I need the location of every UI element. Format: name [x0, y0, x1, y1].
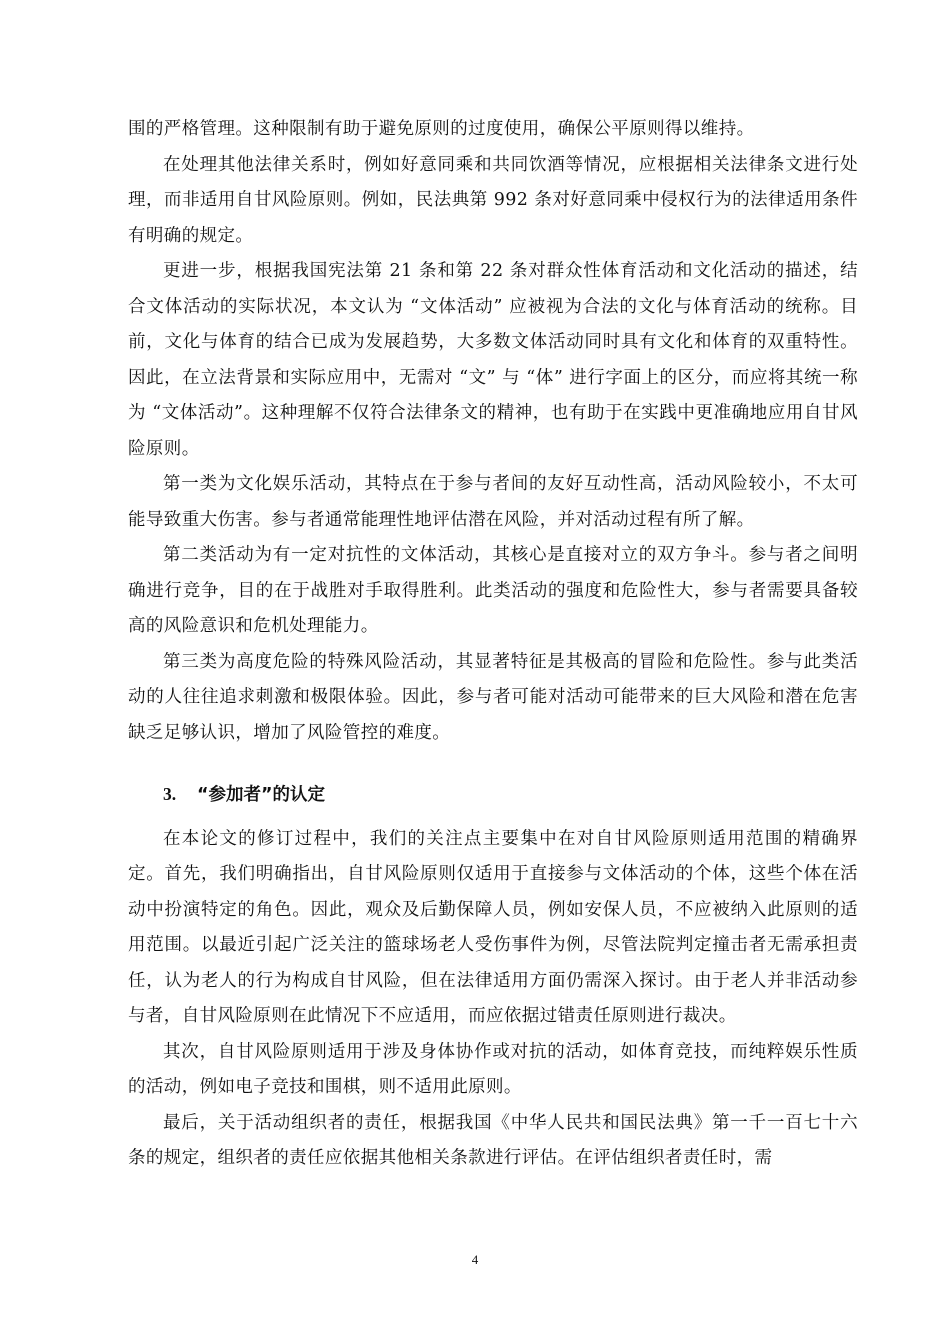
paragraph-category-one: 第一类为文化娱乐活动，其特点在于参与者间的友好互动性高，活动风险较小，不太可能导致重大伤害。参与者通常能理性地评估潜在风险，并对活动过程有所了解。 [128, 474, 858, 530]
paragraph-continuation: 围的严格管理。这种限制有助于避免原则的过度使用，确保公平原则得以维持。 [128, 119, 755, 139]
paragraph-constitution-definition: 更进一步，根据我国宪法第 21 条和第 22 条对群众性体育活动和文化活动的描述，结合文体活动的实际状况，本文认为 “文体活动” 应被视为合法的文化与体育活动的统称。目前，文化与体育的结合已成为发展趋势，大多数文体活动同时具有文化和体育的双重特性。因此，在立法背景和实际应用中，无需对 “文” 与 “体” 进行字面上的区分，而应将其统一称为 “文体活动”。这种理解不仅符合法律条文的精神，也有助于在实践中更准确地应用自甘风险原则。 [128, 261, 858, 459]
section-title: “参加者”的认定 [197, 785, 326, 805]
document-body [128, 112, 858, 1177]
paragraph-participant-scope: 在本论文的修订过程中，我们的关注点主要集中在对自甘风险原则适用范围的精确界定。首先，我们明确指出，自甘风险原则仅适用于直接参与文体活动的个体，这些个体在活动中扮演特定的角色。因此，观众及后勤保障人员，例如安保人员，不应被纳入此原则的适用范围。以最近引起广泛关注的篮球场老人受伤事件为例，尽管法院判定撞击者无需承担责任，认为老人的行为构成自甘风险，但在法律适用方面仍需深入探讨。由于老人并非活动参与者，自甘风险原则在此情况下不应适用，而应依据过错责任原则进行裁决。 [128, 828, 858, 1026]
section-heading [128, 777, 858, 814]
paragraph-other-legal-relations: 在处理其他法律关系时，例如好意同乘和共同饮酒等情况，应根据相关法律条文进行处理，而非适用自甘风险原则。例如，民法典第 992 条对好意同乘中侵权行为的法律适用条件有明确的规定。 [128, 154, 858, 246]
paragraph-category-three: 第三类为高度危险的特殊风险活动，其显著特征是其极高的冒险和危险性。参与此类活动的人往往追求刺激和极限体验。因此，参与者可能对活动可能带来的巨大风险和潜在危害缺乏足够认识，增加了风险管控的难度。 [128, 651, 858, 743]
section-number: 3. [163, 784, 177, 804]
paragraph-category-two: 第二类活动为有一定对抗性的文体活动，其核心是直接对立的双方争斗。参与者之间明确进行竞争，目的在于战胜对手取得胜利。此类活动的强度和危险性大，参与者需要具备较高的风险意识和危机处理能力。 [128, 545, 858, 636]
page-number: 4 [471, 1252, 479, 1267]
paragraph-activity-type: 其次，自甘风险原则适用于涉及身体协作或对抗的活动，如体育竞技，而纯粹娱乐性质的活动，例如电子竞技和围棋，则不适用此原则。 [128, 1041, 858, 1097]
paragraph-organizer-liability: 最后，关于活动组织者的责任，根据我国《中华人民共和国民法典》第一千一百七十六条的规定，组织者的责任应依据其他相关条款进行评估。在评估组织者责任时，需 [128, 1112, 858, 1168]
